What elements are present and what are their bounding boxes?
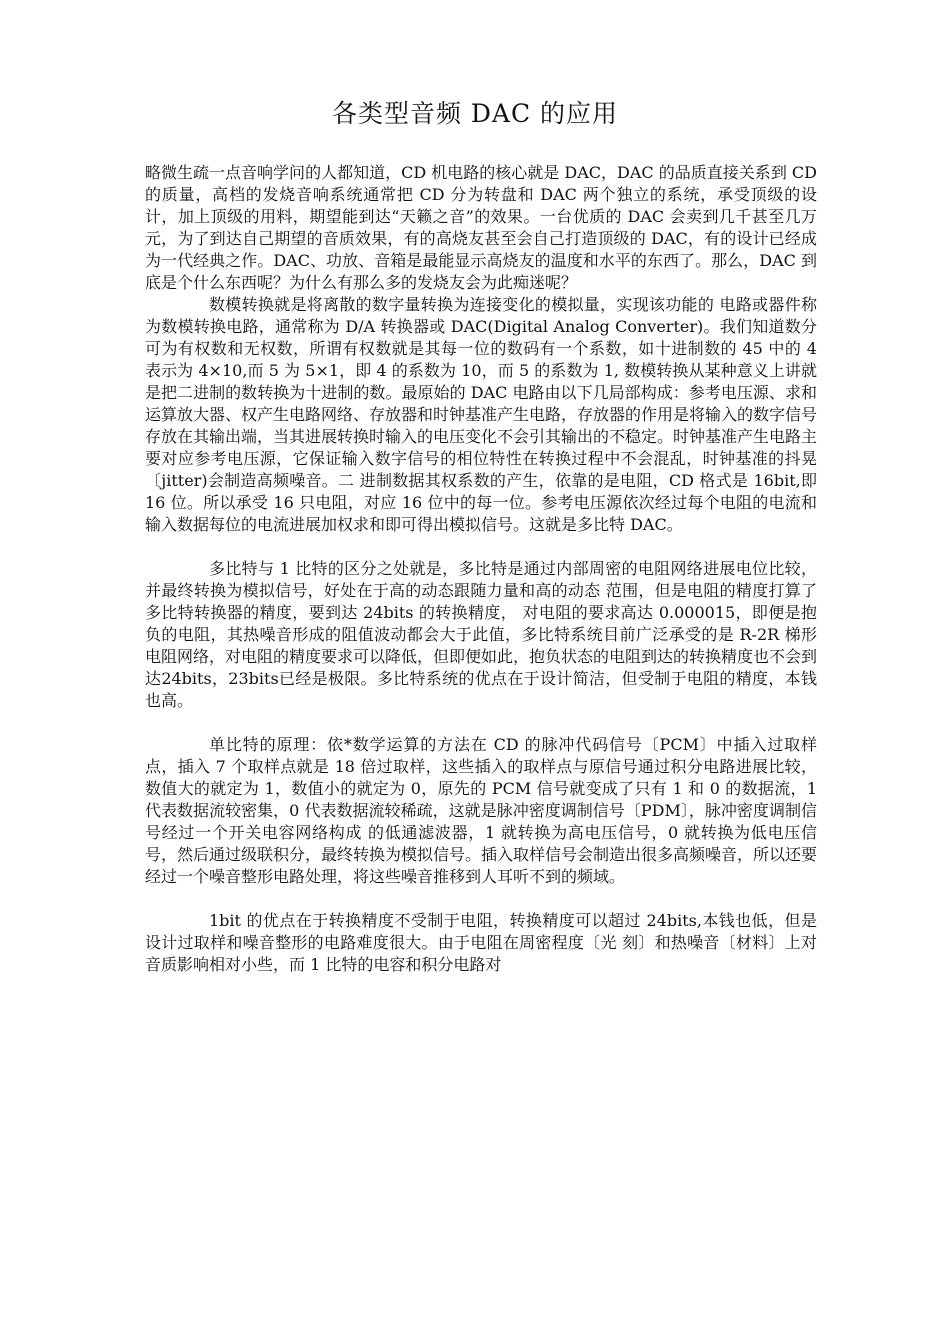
paragraph-spacer (145, 888, 817, 910)
paragraph-1bit-advantages: 1bit 的优点在于转换精度不受制于电阻，转换精度可以超过 24bits,本钱也低，但是设计过取样和噪音整形的电路难度很大。由于电阻在周密程度〔光 刻〕和热噪音〔材料〕上对音质影响相对小些，而 1 比特的电容和积分电路对 (145, 911, 817, 974)
paragraph-intro: 略微生疏一点音响学问的人都知道，CD 机电路的核心就是 DAC，DAC 的品质直接关系到 CD 的质量，高档的发烧音响系统通常把 CD 分为转盘和 DAC 两个独立的系统，承受顶级的设计，加上顶级的用料，期望能到达“天籁之音”的效果。一台优质的 DAC 会卖到几千甚至几万元，为了到达自己期望的音质效果，有的高烧友甚至会自己打造顶级的 DAC，有的设计已经成为一代经典之作。DAC、功放、音箱是最能显示高烧友的温度和水平的东西了。那么，DAC 到底是个什么东西呢？为什么有那么多的发烧友会为此痴迷呢？ (145, 163, 817, 292)
paragraph-spacer (145, 536, 817, 558)
document-body (145, 162, 817, 976)
paragraph-single-bit: 单比特的原理：依*数学运算的方法在 CD 的脉冲代码信号〔PCM〕中插入过取样点，插入 7 个取样点就是 18 倍过取样，这些插入的取样点与原信号通过积分电路进展比较，数值大的就定为 1，数值小的就定为 0，原先的 PCM 信号就变成了只有 1 和 0 的数据流，1 代表数据流较密集，0 代表数据流较稀疏，这就是脉冲密度调制信号〔PDM〕，脉冲密度调制信号经过一个开关电容网络构成 的低通滤波器，1 就转换为高电压信号，0 就转换为低电压信号，然后通过级联积分，最终转换为模拟信号。插入取样信号会制造出很多高频噪音，所以还要经过一个噪音整形电路处理，将这些噪音推移到人耳听不到的频域。 (145, 735, 818, 886)
document-title: 各类型音频 DAC 的应用 (331, 99, 619, 128)
paragraph-spacer (145, 712, 817, 734)
paragraph-dac-principle: 数模转换就是将离散的数字量转换为连接变化的模拟量，实现该功能的 电路或器件称为数模转换电路，通常称为 D/A 转换器或 DAC(Digital Analog Converter)。我们知道数分可为有权数和无权数，所谓有权数就是其每一位的数码有一个系数，如十进制数的 45 中的 4 表示为 4×10,而 5 为 5×1，即 4 的系数为 10，而 5 的系数为 1, 数模转换从某种意义上讲就是把二进制的数转换为十进制的数。最原始的 DAC 电路由以下几局部构成：参考电压源、求和运算放大器、权产生电路网络、存放器和时钟基准产生电路，存放器的作用是将输入的数字信号存放在其输出端，当其进展转换时输入的电压变化不会引其输出的不稳定。时钟基准产生电路主要对应参考电压源，它保证输入数字信号的相位特性在转换过程中不会混乱，时钟基准的抖晃〔jitter)会制造高频噪音。二 进制数据其权系数的产生，依靠的是电阻，CD 格式是 16bit,即 16 位。所以承受 16 只电阻，对应 16 位中的每一位。参考电压源依次经过每个电阻的电流和输入数据每位的电流进展加权求和即可得出模拟信号。这就是多比特 DAC。 (145, 295, 818, 534)
paragraph-multibit: 多比特与 1 比特的区分之处就是，多比特是通过内部周密的电阻网络进展电位比较，并最终转换为模拟信号，好处在于高的动态跟随力量和高的动态 范围，但是电阻的精度打算了多比特转换器的精度，要到达 24bits 的转换精度， 对电阻的要求高达 0.000015，即便是抱负的电阻，其热噪音形成的阻值波动都会大于此值，多比特系统目前广泛承受的是 R-2R 梯形电阻网络，对电阻的精度要求可以降低，但即便如此，抱负状态的电阻到达的转换精度也不会到达24bits，23bits已经是极限。多比特系统的优点在于设计简洁，但受制于电阻的精度，本钱也高。 (145, 559, 818, 710)
